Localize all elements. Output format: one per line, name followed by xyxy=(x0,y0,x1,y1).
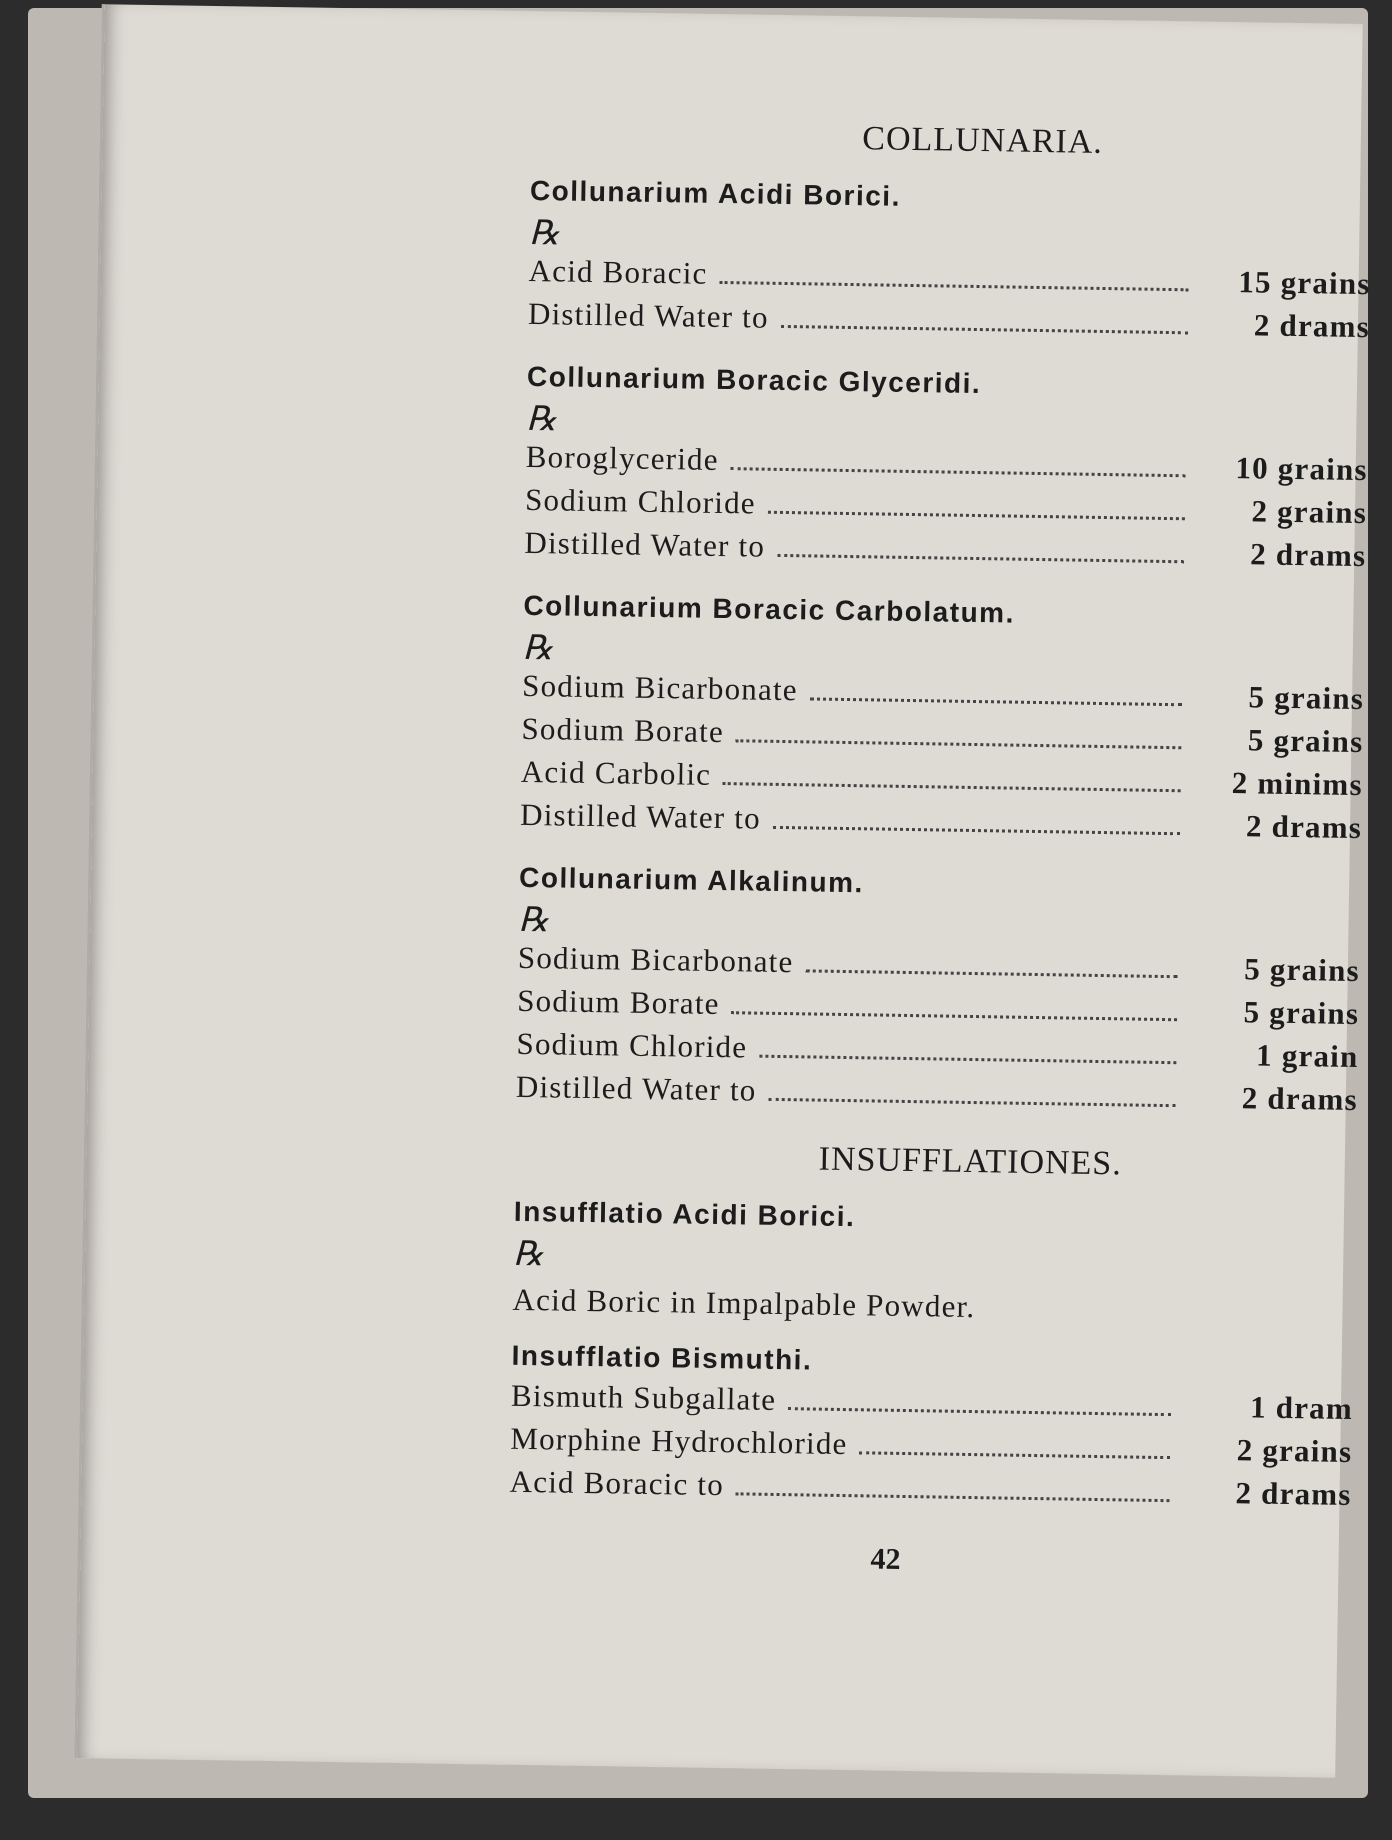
ingredient-quantity: 5 grains xyxy=(1244,951,1361,989)
formula-collunarium-boracic-carbolatum xyxy=(512,590,1366,853)
ingredient-quantity: 2 grains xyxy=(1236,1432,1353,1470)
ingredient-name: Distilled Water to xyxy=(519,796,762,836)
dot-leader xyxy=(759,1055,1176,1065)
dot-leader xyxy=(731,467,1186,477)
dot-leader xyxy=(768,1098,1175,1107)
ingredient-quantity: 2 drams xyxy=(1245,808,1363,846)
dot-leader xyxy=(736,1492,1170,1502)
rx-symbol: ℞ xyxy=(526,400,558,439)
ingredient-quantity: 10 grains xyxy=(1235,450,1368,488)
formula-title: Collunarium Boracic Glyceridi. xyxy=(526,360,982,400)
formula-collunarium-alkalinum xyxy=(508,862,1362,1125)
page-number: 42 xyxy=(870,1542,901,1576)
ingredient-quantity: 5 grains xyxy=(1243,994,1360,1032)
dot-leader xyxy=(788,1407,1171,1416)
ingredient-name: Distilled Water to xyxy=(527,295,769,335)
dot-leader xyxy=(723,782,1181,792)
ingredient-quantity: 2 drams xyxy=(1235,1475,1352,1513)
dot-leader xyxy=(773,826,1180,835)
formula-title: Collunarium Acidi Borici. xyxy=(529,174,902,212)
ingredient-quantity: 2 drams xyxy=(1250,536,1367,574)
ingredient-name: Boroglyceride xyxy=(525,438,719,477)
ingredient-quantity: 2 grains xyxy=(1251,493,1368,531)
ingredient-quantity: 15 grains xyxy=(1238,264,1371,302)
ingredient-quantity: 1 grain xyxy=(1255,1037,1359,1075)
ingredient-name: Sodium Chloride xyxy=(516,1025,748,1065)
ingredient-name: Distilled Water to xyxy=(524,524,766,564)
ingredient-name: Morphine Hydrochloride xyxy=(510,1420,848,1462)
formula-title: Collunarium Alkalinum. xyxy=(518,861,865,899)
formula-collunarium-acidi-borici xyxy=(520,175,1372,352)
rx-symbol: ℞ xyxy=(522,629,554,668)
ingredient-quantity: 2 minims xyxy=(1231,765,1364,803)
ingredient-name: Distilled Water to xyxy=(515,1068,757,1108)
dot-leader xyxy=(777,554,1184,563)
formula-title: Insufflatio Bismuthi. xyxy=(511,1339,813,1376)
dot-leader xyxy=(859,1451,1170,1459)
formula-insufflatio-acidi-borici xyxy=(504,1196,1356,1331)
ingredient-quantity: 2 drams xyxy=(1241,1080,1359,1118)
book-page xyxy=(74,4,1371,1778)
dot-leader xyxy=(732,1011,1178,1021)
rx-symbol: ℞ xyxy=(529,214,561,253)
dot-leader xyxy=(810,697,1182,706)
ingredient-quantity: 5 grains xyxy=(1247,722,1364,760)
ingredient-name: Acid Boracic xyxy=(528,252,708,291)
dot-leader xyxy=(805,969,1177,978)
section-title-insufflationes: INSUFFLATIONES. xyxy=(818,1140,1123,1183)
ingredient-name: Sodium Chloride xyxy=(524,481,757,521)
formula-title: Collunarium Boracic Carbolatum. xyxy=(523,589,1016,629)
ingredient-name: Sodium Bicarbonate xyxy=(517,939,794,980)
rx-symbol: ℞ xyxy=(518,901,550,940)
ingredient-name: Acid Boracic to xyxy=(509,1463,725,1503)
dot-leader xyxy=(736,739,1182,749)
ingredient-name: Sodium Borate xyxy=(516,982,720,1022)
ingredient-name: Sodium Borate xyxy=(521,710,725,750)
section-title-collunaria: COLLUNARIA. xyxy=(862,120,1104,161)
dot-leader xyxy=(781,325,1188,334)
ingredient-name: Acid Carbolic xyxy=(520,753,712,792)
ingredient-name: Sodium Bicarbonate xyxy=(521,667,799,708)
formula-title: Insufflatio Acidi Borici. xyxy=(513,1195,856,1233)
dot-leader xyxy=(719,281,1188,291)
formula-insufflatio-bismuthi xyxy=(501,1340,1354,1520)
ingredient-quantity: 5 grains xyxy=(1248,679,1365,717)
dot-leader xyxy=(768,511,1185,521)
formula-collunarium-boracic-glyceridi xyxy=(516,361,1369,581)
rx-symbol: ℞ xyxy=(512,1235,545,1274)
ingredient-quantity: 2 drams xyxy=(1253,307,1371,345)
page-content xyxy=(500,115,1373,1584)
ingredient-quantity: 1 dram xyxy=(1249,1389,1354,1427)
formula-note: Acid Boric in Impalpable Powder. xyxy=(512,1281,976,1325)
ingredient-name: Bismuth Subgallate xyxy=(510,1377,777,1417)
